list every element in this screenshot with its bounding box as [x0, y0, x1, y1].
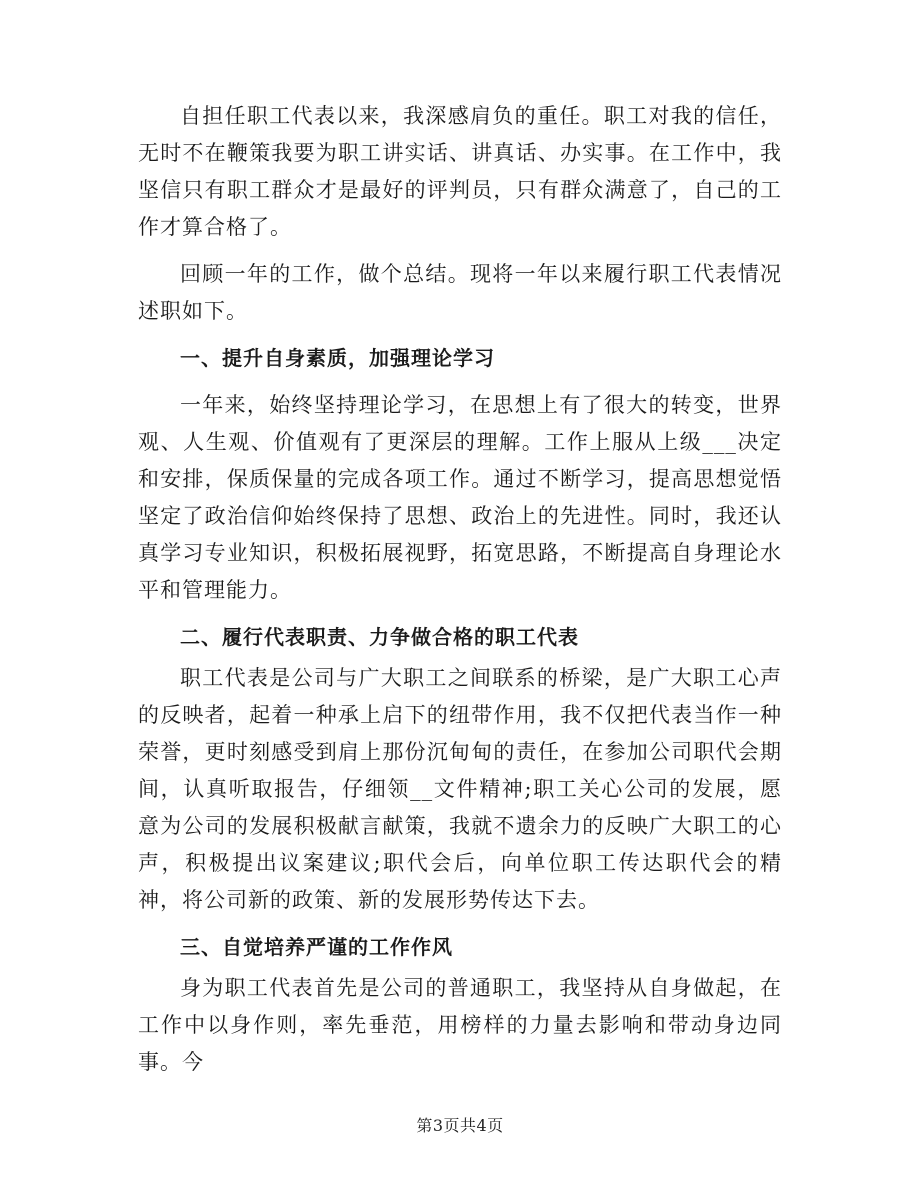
section-heading-2: 二、履行代表职责、力争做合格的职工代表: [180, 625, 579, 649]
summary-paragraph: 回顾一年的工作，做个总结。现将一年以来履行职工代表情况述职如下。: [138, 262, 782, 323]
section-1-paragraph: 一年来，始终坚持理论学习，在思想上有了很大的转变，世界观、人生观、价值观有了更深层的理解。工作上服从上级___决定和安排，保质保量的完成各项工作。通过不断学习，提高思想觉悟坚定了政治信仰始终保持了思想、政治上的先进性。同时，我还认真学习专业知识，积极拓展视野，拓宽思路，不断提高自身理论水平和管理能力。: [138, 393, 782, 602]
document-body: [138, 98, 782, 1081]
section-3-paragraph: 身为职工代表首先是公司的普通职工，我坚持从自身做起，在工作中以身作则，率先垂范，用榜样的力量去影响和带动身边同事。今: [138, 976, 782, 1074]
section-heading-3: 三、自觉培养严谨的工作作风: [180, 935, 453, 959]
section-2-paragraph: 职工代表是公司与广大职工之间联系的桥梁，是广大职工心声的反映者，起着一种承上启下的纽带作用，我不仅把代表当作一种荣誉，更时刻感受到肩上那份沉甸甸的责任，在参加公司职代会期间，认真听取报告，仔细领__文件精神;职工关心公司的发展，愿意为公司的发展积极献言献策，我就不遗余力的反映广大职工的心声，积极提出议案建议;职代会后，向单位职工传达职代会的精神，将公司新的政策、新的发展形势传达下去。: [138, 666, 782, 912]
section-heading-1: 一、提升自身素质，加强理论学习: [180, 346, 495, 370]
page-number: 第3页共4页: [416, 1116, 504, 1135]
intro-paragraph: 自担任职工代表以来，我深感肩负的重任。职工对我的信任，无时不在鞭策我要为职工讲实话、讲真话、办实事。在工作中，我坚信只有职工群众才是最好的评判员，只有群众满意了，自己的工作才算合格了。: [138, 104, 782, 239]
